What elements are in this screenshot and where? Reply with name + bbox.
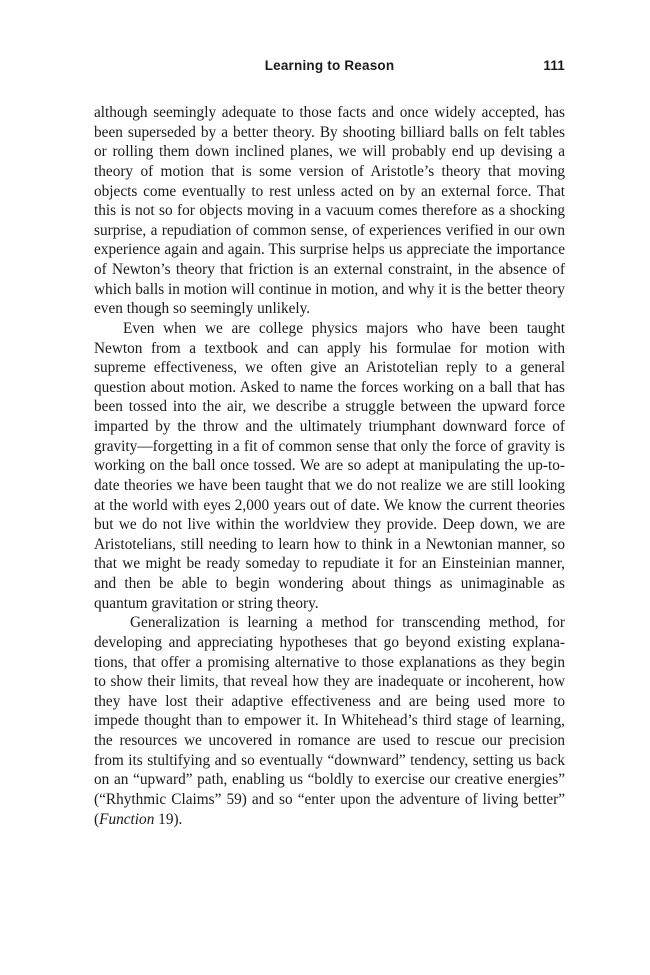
- italic-title-function: Function: [99, 810, 155, 828]
- running-head: [94, 58, 565, 78]
- paragraph-3: [94, 613, 565, 829]
- running-title: Learning to Reason: [264, 58, 395, 73]
- paragraph-3-text: Generalization is learning a method for transcending method, for developing and appreciating hypotheses that go beyond existing explanations, that offer a promising alternative to those explanations as they begin to show their limits, that reveal how they are inadequate or incoherent, how they have lost their adaptive effectiveness and are being used more to impede thought than to empower it. In Whitehead’s third stage of learning, the resources we uncovered in romance are used to rescue our precision from its stultifying and so eventually “downward” tendency, setting us back on an “upward” path, enabling us “boldly to exercise our creative energies” (“Rhythmic Claims” 59) and so “enter upon the adventure of living better” (: [94, 614, 565, 828]
- paragraph-2: Even when we are college physics majors who have been taught Newton from a textbook and can apply his formulae for motion with supreme effectiveness, we often give an Aristotelian reply to a general question about motion. Asked to name the forces working on a ball that has been tossed into the air, we describe a struggle between the upward force imparted by the throw and the ultimately triumphant downward force of gravity—forgetting in a fit of common sense that only the force of gravity is working on the ball once tossed. We are so adept at manipulating the up-to-date theories we have been taught that we do not realize we are still looking at the world with eyes 2,000 years out of date. We know the current theories but we do not live within the worldview they provide. Deep down, we are Aristotelians, still needing to learn how to think in a Newtonian manner, so that we might be ready someday to repudiate it for an Einsteinian manner, and then be able to begin wondering about things as unimaginable as quantum gravitation or string theory.: [94, 319, 565, 612]
- page-number: 111: [543, 58, 565, 73]
- body-text: [94, 103, 565, 829]
- paragraph-3-citation-end: 19).: [154, 810, 183, 828]
- paragraph-1: although seemingly adequate to those facts and once widely accepted, has been superseded by a better theory. By shooting billiard balls on felt tables or rolling them down inclined planes, we will probably end up devising a theory of motion that is some version of Aristotle’s theory that moving objects come eventually to rest unless acted on by an external force. That this is not so for objects moving in a vacuum comes therefore as a shocking surprise, a repudiation of common sense, of experiences verified in our own experience again and again. This surprise helps us appreciate the importance of Newton’s theory that friction is an external constraint, in the absence of which balls in motion will continue in motion, and why it is the better theory even though so seemingly unlikely.: [94, 104, 565, 318]
